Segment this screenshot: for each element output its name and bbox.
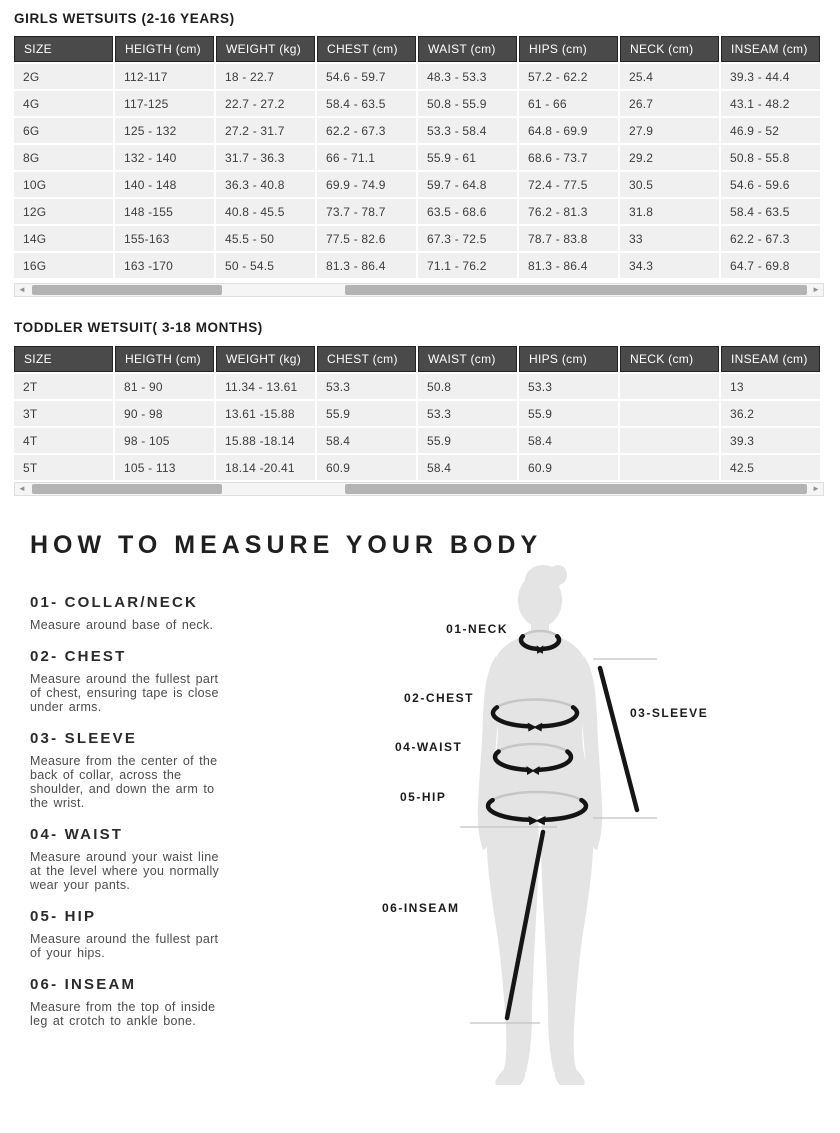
measure-step [30,908,222,960]
column-header: WEIGHT (kg) [216,36,315,62]
table-row [14,226,820,251]
step-text: Measure around the fullest part of your hips. [30,932,219,960]
table-row [14,374,820,399]
girls-table-title: GIRLS WETSUITS (2-16 YEARS) [14,11,235,26]
table-cell: 54.6 - 59.6 [721,172,820,197]
measure-step [30,648,222,714]
table-cell: 34.3 [620,253,719,278]
table-cell: 72.4 - 77.5 [519,172,618,197]
table-cell: 69.9 - 74.9 [317,172,416,197]
table-cell [620,374,719,399]
table-cell: 58.4 [519,428,618,453]
table-cell: 66 - 71.1 [317,145,416,170]
table-cell: 10G [14,172,113,197]
table-cell: 81.3 - 86.4 [519,253,618,278]
table-cell: 30.5 [620,172,719,197]
table-cell: 64.7 - 69.8 [721,253,820,278]
table-cell: 55.9 [317,401,416,426]
step-text: Measure around your waist line at the level where you normally wear your pants. [30,850,220,892]
table-cell: 3T [14,401,113,426]
table-row [14,118,820,143]
table-cell: 57.2 - 62.2 [519,64,618,89]
column-header: INSEAM (cm) [721,36,820,62]
scrollbar-thumb[interactable] [32,484,222,494]
table-cell: 78.7 - 83.8 [519,226,618,251]
table-cell: 63.5 - 68.6 [418,199,517,224]
table-cell: 71.1 - 76.2 [418,253,517,278]
column-header: HEIGTH (cm) [115,36,214,62]
table-cell: 13 [721,374,820,399]
scrollbar-thumb[interactable] [345,484,807,494]
measure-step [30,594,222,632]
column-header: HIPS (cm) [519,36,618,62]
column-header: CHEST (cm) [317,36,416,62]
table-cell: 53.3 [317,374,416,399]
table-cell: 46.9 - 52 [721,118,820,143]
column-header: WEIGHT (kg) [216,346,315,372]
toddler-table-title: TODDLER WETSUIT( 3-18 MONTHS) [14,320,263,335]
table-cell: 81 - 90 [115,374,214,399]
table-cell: 125 - 132 [115,118,214,143]
table-cell: 4G [14,91,113,116]
table-row [14,428,820,453]
column-header: SIZE [14,346,113,372]
step-heading: 03- SLEEVE [30,730,138,747]
table-row [14,253,820,278]
table-cell: 59.7 - 64.8 [418,172,517,197]
table-cell: 29.2 [620,145,719,170]
table-cell: 98 - 105 [115,428,214,453]
table-cell: 68.6 - 73.7 [519,145,618,170]
table-cell: 5T [14,455,113,480]
table-cell: 18 - 22.7 [216,64,315,89]
table-cell: 31.8 [620,199,719,224]
sleeve-measure-line [600,668,637,810]
table-cell: 16G [14,253,113,278]
table-cell: 81.3 - 86.4 [317,253,416,278]
measure-step [30,826,222,892]
table-cell: 61 - 66 [519,91,618,116]
measure-guide-title: HOW TO MEASURE YOUR BODY [30,531,543,559]
step-text: Measure around base of neck. [30,618,214,632]
neck-label: 01-NECK [446,622,508,636]
step-heading: 06- INSEAM [30,976,137,993]
measure-step [30,730,222,810]
table-cell: 60.9 [317,455,416,480]
scroll-right-arrow-icon[interactable]: ► [812,285,820,294]
scroll-left-arrow-icon[interactable]: ◄ [18,285,26,294]
table-row [14,199,820,224]
table-cell: 54.6 - 59.7 [317,64,416,89]
column-header: NECK (cm) [620,36,719,62]
table-cell: 27.2 - 31.7 [216,118,315,143]
table-cell: 8G [14,145,113,170]
scrollbar-thumb[interactable] [32,285,222,295]
table-cell: 155-163 [115,226,214,251]
column-header: INSEAM (cm) [721,346,820,372]
table-cell: 50.8 [418,374,517,399]
sleeve-label: 03-SLEEVE [630,706,709,720]
table-cell: 55.9 [519,401,618,426]
waist-label: 04-WAIST [395,740,463,754]
table-cell: 76.2 - 81.3 [519,199,618,224]
table-cell: 18.14 -20.41 [216,455,315,480]
table-cell: 58.4 [418,455,517,480]
table-cell: 36.3 - 40.8 [216,172,315,197]
table-cell: 2G [14,64,113,89]
table-cell: 53.3 [519,374,618,399]
table-cell: 31.7 - 36.3 [216,145,315,170]
table-cell: 112-117 [115,64,214,89]
table-cell [620,401,719,426]
girls-wetsuits-table [12,34,822,280]
girls-table-scrollbar[interactable] [14,283,824,297]
table-cell: 163 -170 [115,253,214,278]
column-header: SIZE [14,36,113,62]
header-row [14,36,820,62]
table-cell: 39.3 - 44.4 [721,64,820,89]
step-text: Measure around the fullest part of chest, ensuring tape is close under arms. [30,672,219,714]
table-cell: 55.9 [418,428,517,453]
table-cell: 12G [14,199,113,224]
table-cell: 50 - 54.5 [216,253,315,278]
table-cell: 62.2 - 67.3 [317,118,416,143]
table-cell: 148 -155 [115,199,214,224]
column-header: WAIST (cm) [418,346,517,372]
table-cell: 48.3 - 53.3 [418,64,517,89]
table-row [14,91,820,116]
body-measurement-diagram [380,558,840,1088]
table-row [14,172,820,197]
step-heading: 02- CHEST [30,648,127,665]
table-cell: 4T [14,428,113,453]
column-header: NECK (cm) [620,346,719,372]
header-row [14,346,820,372]
table-cell: 39.3 [721,428,820,453]
step-heading: 01- COLLAR/NECK [30,594,199,611]
table-cell: 15.88 -18.14 [216,428,315,453]
column-header: WAIST (cm) [418,36,517,62]
table-cell: 117-125 [115,91,214,116]
table-cell: 53.3 - 58.4 [418,118,517,143]
measure-step [30,976,222,1028]
table-cell: 50.8 - 55.9 [418,91,517,116]
table-cell [620,428,719,453]
table-cell: 90 - 98 [115,401,214,426]
inseam-label: 06-INSEAM [382,901,460,915]
table-cell: 42.5 [721,455,820,480]
table-cell: 132 - 140 [115,145,214,170]
table-row [14,64,820,89]
table-cell: 62.2 - 67.3 [721,226,820,251]
table-row [14,145,820,170]
table-cell: 58.4 - 63.5 [721,199,820,224]
table-cell [620,455,719,480]
table-cell: 58.4 - 63.5 [317,91,416,116]
body-silhouette [478,565,603,1085]
table-cell: 2T [14,374,113,399]
table-cell: 67.3 - 72.5 [418,226,517,251]
column-header: CHEST (cm) [317,346,416,372]
table-cell: 27.9 [620,118,719,143]
table-cell: 53.3 [418,401,517,426]
table-cell: 77.5 - 82.6 [317,226,416,251]
column-header: HEIGTH (cm) [115,346,214,372]
table-cell: 55.9 - 61 [418,145,517,170]
table-cell: 13.61 -15.88 [216,401,315,426]
table-cell: 45.5 - 50 [216,226,315,251]
table-cell: 22.7 - 27.2 [216,91,315,116]
toddler-wetsuit-table [12,344,822,482]
scroll-left-arrow-icon[interactable]: ◄ [18,484,26,493]
column-header: HIPS (cm) [519,346,618,372]
table-cell: 43.1 - 48.2 [721,91,820,116]
table-cell: 60.9 [519,455,618,480]
chest-label: 02-CHEST [404,691,475,705]
table-cell: 40.8 - 45.5 [216,199,315,224]
table-cell: 36.2 [721,401,820,426]
table-cell: 50.8 - 55.8 [721,145,820,170]
step-text: Measure from the center of the back of collar, across the shoulder, and down the arm to the wrist. [30,754,218,810]
table-cell: 73.7 - 78.7 [317,199,416,224]
table-cell: 26.7 [620,91,719,116]
measure-steps [30,594,222,1044]
table-cell: 6G [14,118,113,143]
step-text: Measure from the top of inside leg at crotch to ankle bone. [30,1000,216,1028]
table-cell: 33 [620,226,719,251]
step-heading: 04- WAIST [30,826,124,843]
scrollbar-thumb[interactable] [345,285,807,295]
table-row [14,401,820,426]
scroll-right-arrow-icon[interactable]: ► [812,484,820,493]
table-cell: 11.34 - 13.61 [216,374,315,399]
table-row [14,455,820,480]
table-cell: 14G [14,226,113,251]
table-cell: 140 - 148 [115,172,214,197]
table-cell: 105 - 113 [115,455,214,480]
table-cell: 64.8 - 69.9 [519,118,618,143]
table-cell: 25.4 [620,64,719,89]
hip-label: 05-HIP [400,790,447,804]
step-heading: 05- HIP [30,908,97,925]
toddler-table-scrollbar[interactable] [14,482,824,496]
table-cell: 58.4 [317,428,416,453]
